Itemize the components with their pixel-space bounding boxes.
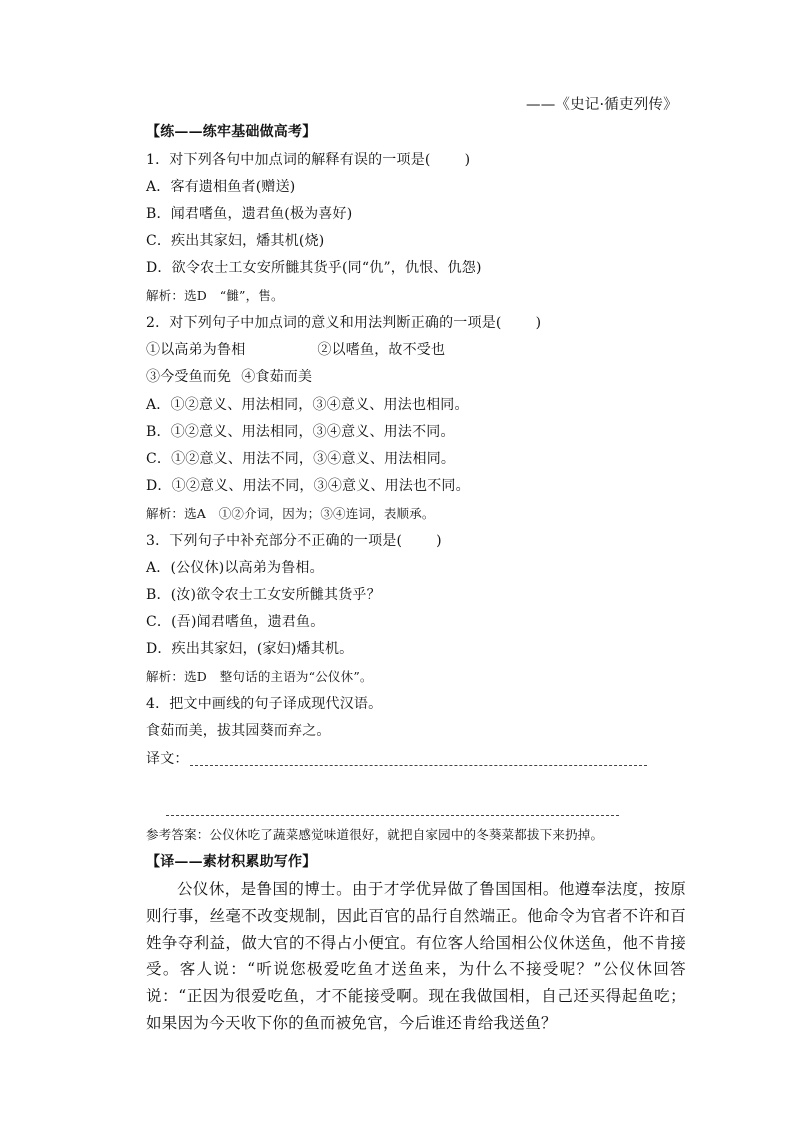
question-2-option-d: D．①②意义、用法不同，③④意义、用法也不同。 [146, 478, 470, 494]
question-2-stem-text: 2．对下列句子中加点词的意义和用法判断正确的一项是( [146, 315, 502, 331]
question-2-stem [146, 313, 541, 333]
question-2-sentence-2: ②以嗜鱼，故不受也 [317, 342, 446, 358]
question-3-option-b: B．(汝)欲令农士工女安所雠其货乎？ [146, 587, 381, 603]
answer-line-1 [190, 765, 647, 766]
question-3-option-c: C．(吾)闻君嗜鱼，遗君鱼。 [146, 614, 325, 630]
question-2-option-a: A．①②意义、用法相同，③④意义、用法也相同。 [146, 397, 469, 413]
question-2-sentences-row-1 [146, 340, 445, 360]
question-4-sentence: 食茹而美，拔其园葵而弃之。 [146, 723, 331, 739]
translation-paragraph: 公仪休，是鲁国的博士。由于才学优异做了鲁国国相。他遵奉法度，按原则行事，丝毫不改变规制，因此百官的品行自然端正。他命令为官者不许和百姓争夺利益，做大官的不得占小便宜。有位客人给国相公仪休送鱼，他不肯接受。客人说：“听说您极爱吃鱼才送鱼来，为什么不接受呢？”公仪休回答说：“正因为很爱吃鱼，才不能接受啊。现在我做国相，自己还买得起鱼吃；如果因为今天收下你的鱼而被免官，今后谁还肯给我送鱼？ [146, 880, 686, 1032]
question-1-stem-text: 1．对下列各句中加点词的解释有误的一项是( [146, 152, 431, 168]
question-2-sentence-1: ①以高弟为鲁相 [146, 342, 246, 358]
practice-section-heading: 【练——练牢基础做高考】 [146, 124, 317, 140]
question-2-sentences-row-2 [146, 367, 312, 387]
question-1-option-b: B．闻君嗜鱼，遗君鱼(极为喜好) [146, 206, 353, 222]
question-3-option-d: D．疾出其家妇，(家妇)燔其机。 [146, 641, 354, 657]
question-3-stem [146, 531, 442, 551]
question-2-analysis: 解析：选A ①②介词，因为；③④连词，表顺承。 [146, 506, 435, 521]
question-3-stem-text: 3．下列句子中补充部分不正确的一项是( [146, 533, 403, 549]
question-1-stem [146, 150, 470, 170]
question-3-option-a: A．(公仪休)以高弟为鲁相。 [146, 560, 324, 576]
answer-line-2 [166, 815, 619, 816]
question-1-option-d: D．欲令农士工女安所雠其货乎(同“仇”，仇恨、仇怨) [146, 260, 482, 276]
translation-section-heading: 【译——素材积累助写作】 [146, 854, 317, 870]
question-2-sentence-4: ④食茹而美 [241, 369, 313, 385]
question-1-option-c: C．疾出其家妇，燔其机(烧) [146, 233, 325, 249]
source-citation: ——《史记·循吏列传》 [526, 97, 678, 113]
question-2-sentence-3: ③今受鱼而免 [146, 369, 232, 385]
reference-answer: 参考答案：公仪休吃了蔬菜感觉味道很好，就把自家园中的冬葵菜都拔下来扔掉。 [146, 827, 604, 842]
question-1-option-a: A．客有遗相鱼者(赠送) [146, 179, 296, 195]
question-2-option-b: B．①②意义、用法相同，③④意义、用法不同。 [146, 424, 455, 440]
question-2-stem-close: ) [535, 315, 542, 331]
question-3-stem-close: ) [436, 533, 442, 549]
question-3-analysis: 解析：选D 整句话的主语为“公仪休”。 [146, 669, 373, 684]
question-4-stem: 4．把文中画线的句子译成现代汉语。 [146, 696, 383, 712]
question-1-analysis: 解析：选D “雠”，售。 [146, 288, 284, 303]
question-2-option-c: C．①②意义、用法不同，③④意义、用法相同。 [146, 451, 456, 467]
translation-label: 译文： [146, 751, 189, 767]
question-1-stem-close: ) [464, 152, 471, 168]
